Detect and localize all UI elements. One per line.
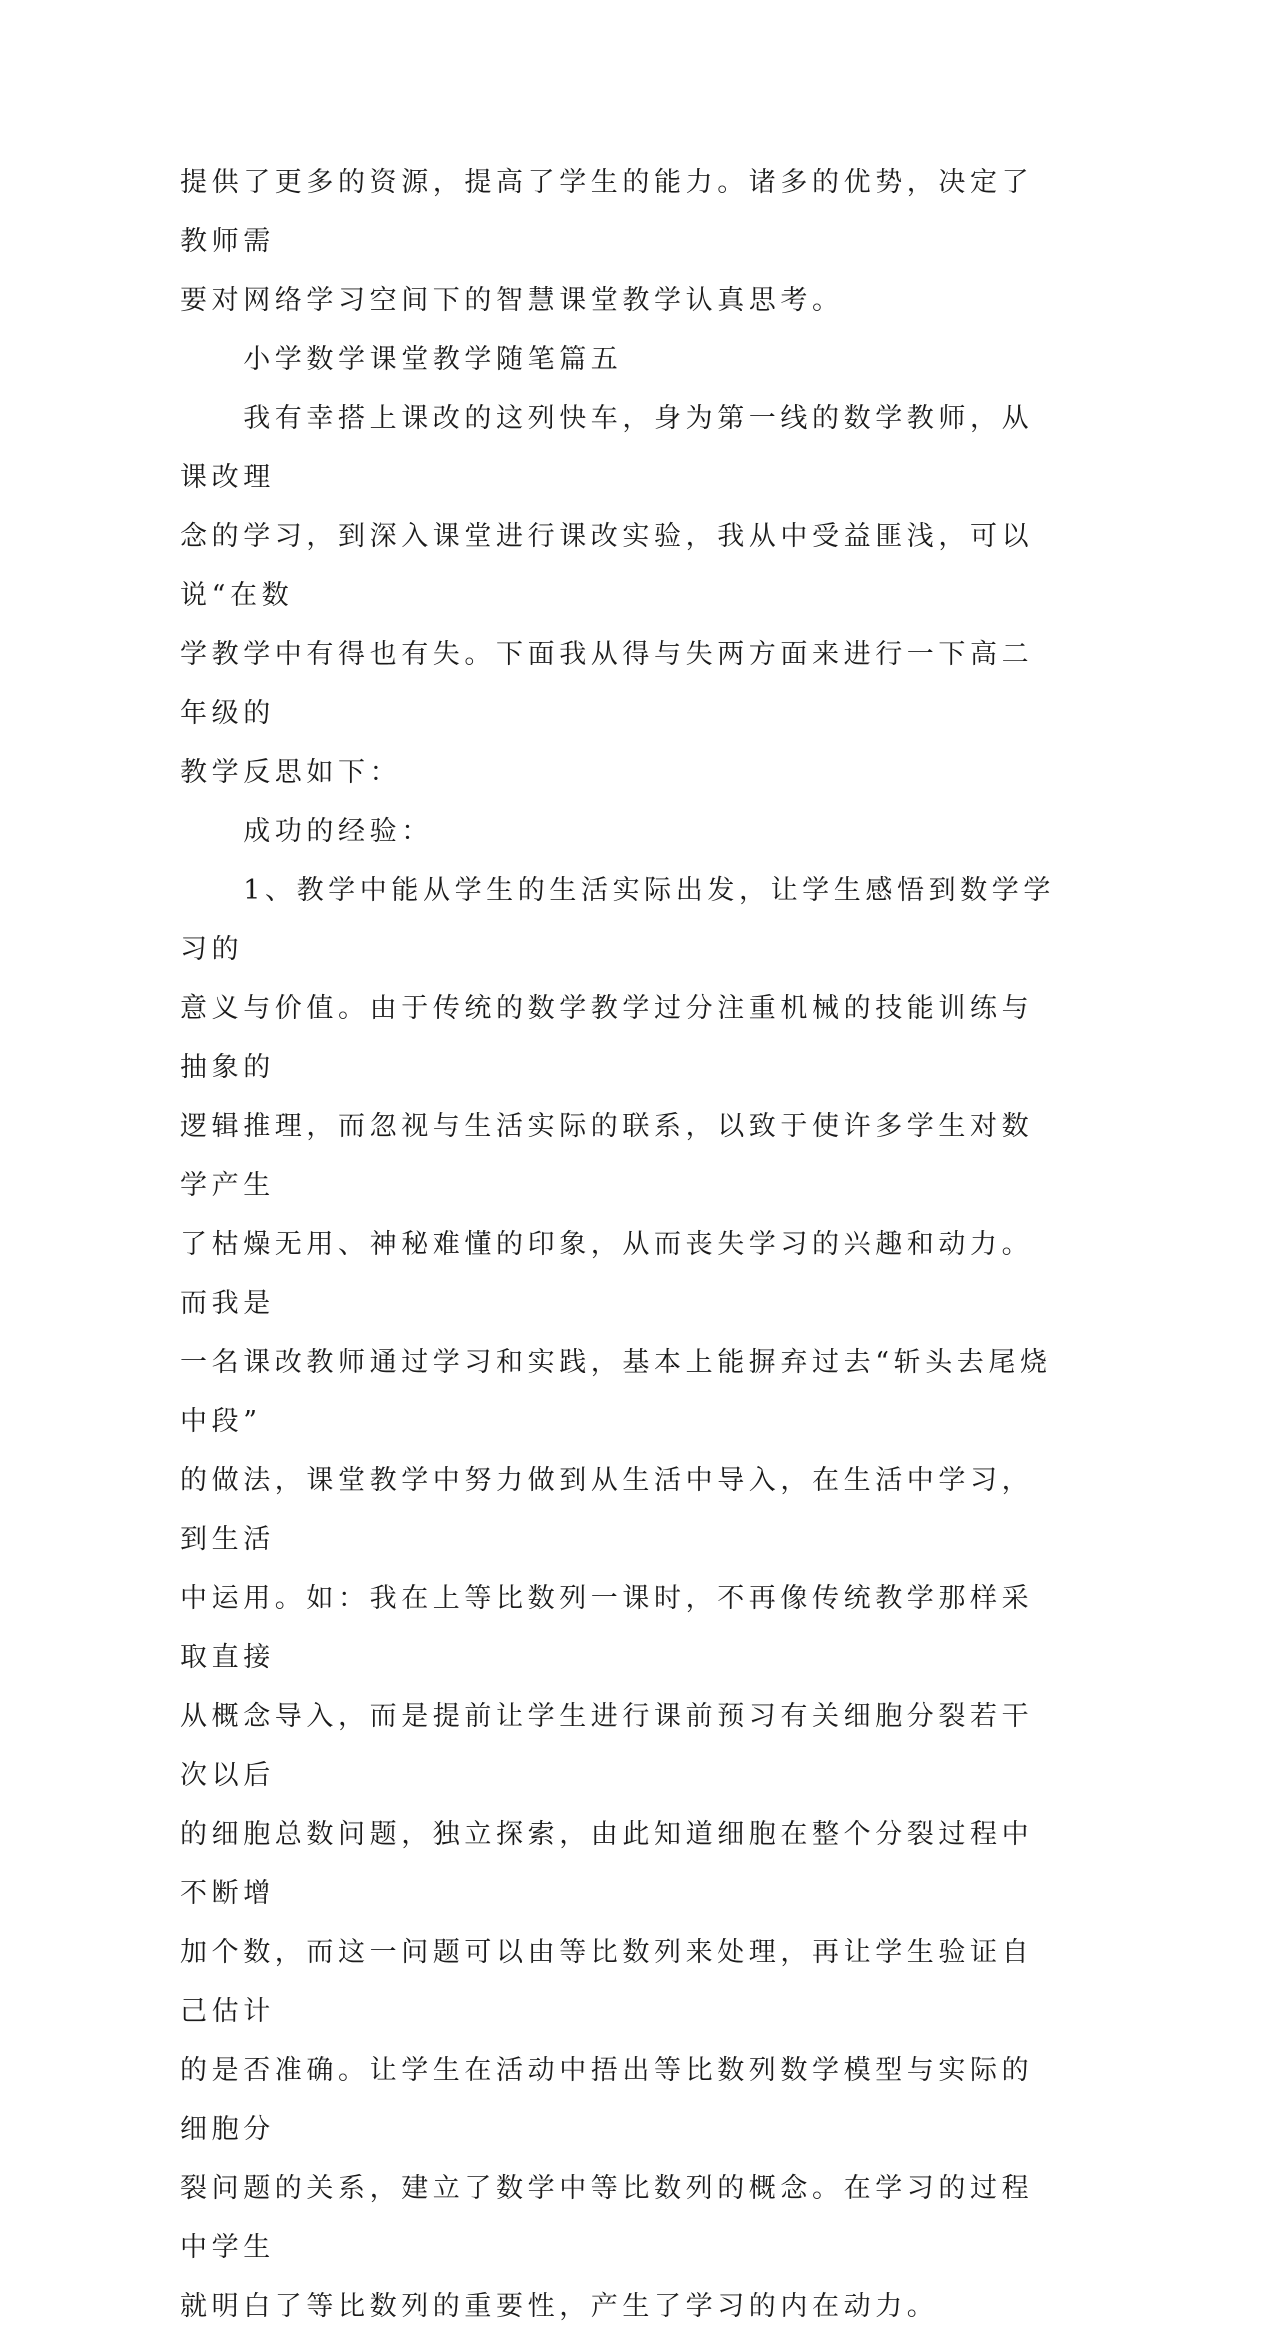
paragraph-continuation: 提供了更多的资源，提高了学生的能力。诸多的优势，决定了教师需 要对网络学习空间下的智慧课堂教学认真思考。 <box>180 167 1034 316</box>
paragraph-intro: 我有幸搭上课改的这列快车，身为第一线的数学教师，从课改理 念的学习，到深入课堂进行课改实验，我从中受益匪浅，可以说“在数 学教学中有得也有失。下面我从得与失两方面来进行一下高二年级的 教学反思如下： <box>180 403 1034 788</box>
document-body <box>180 153 1060 2336</box>
paragraph-point-1: 1、教学中能从学生的生活实际出发，让学生感悟到数学学习的 意义与价值。由于传统的数学教学过分注重机械的技能训练与抽象的 逻辑推理，而忽视与生活实际的联系，以致于使许多学生对数学产生 了枯燥无用、神秘难懂的印象，从而丧失学习的兴趣和动力。而我是 一名课改教师通过学习和实践，基本上能摒弃过去“斩头去尾烧中段” 的做法，课堂教学中努力做到从生活中导入，在生活中学习，到生活 中运用。如：我在上等比数列一课时，不再像传统教学那样采取直接 从概念导入，而是提前让学生进行课前预习有关细胞分裂若干次以后 的细胞总数问题，独立探索，由此知道细胞在整个分裂过程中不断增 加个数，而这一问题可以由等比数列来处理，再让学生验证自己估计 的是否准确。让学生在活动中捂出等比数列数学模型与实际的细胞分 裂问题的关系，建立了数学中等比数列的概念。在学习的过程中学生 就明白了等比数列的重要性，产生了学习的内在动力。 <box>180 875 1055 2322</box>
section-heading: 小学数学课堂教学随笔篇五 <box>180 344 623 375</box>
subheading-success-experience: 成功的经验： <box>180 816 433 847</box>
